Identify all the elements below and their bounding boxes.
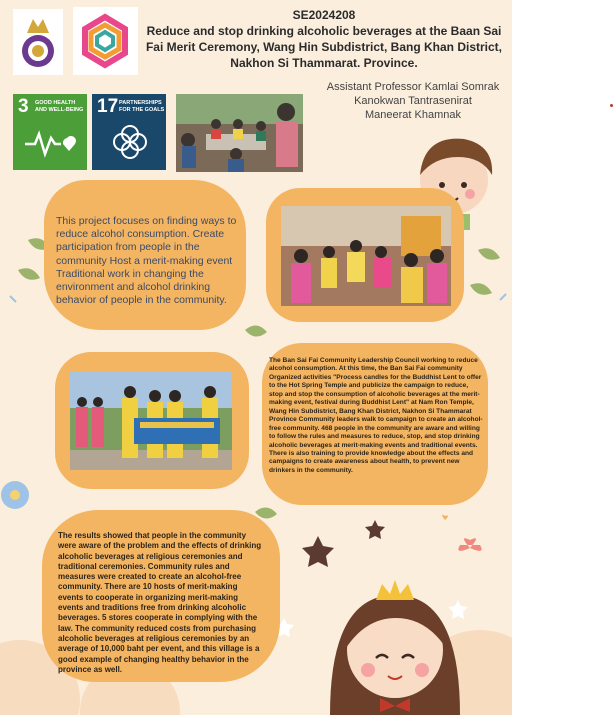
star-icon bbox=[365, 520, 385, 539]
sdg-number: 3 bbox=[18, 96, 29, 117]
sdg-number: 17 bbox=[97, 96, 119, 117]
stray-dot bbox=[610, 104, 613, 107]
rings-icon bbox=[110, 122, 150, 162]
page-title: Reduce and stop drinking alcoholic beverages at the Baan Sai Fai Merit Ceremony, Wang Hin Subdistrict, Bang Khan District, Nakhon Si Thammarat. Province. bbox=[145, 24, 503, 70]
sdg-3-tile bbox=[13, 94, 87, 170]
author-name: Assistant Professor Kamlai Somrak bbox=[326, 81, 500, 93]
sparkle-line bbox=[10, 296, 16, 302]
photo-community-meeting bbox=[176, 94, 303, 172]
authors bbox=[316, 80, 510, 122]
sdg-label: PARTNERSHIPS FOR THE GOALS bbox=[119, 100, 165, 113]
program-logo bbox=[73, 7, 138, 75]
photo-campaign-walk bbox=[70, 372, 232, 470]
author-name: Kanokwan Tantrasenirat bbox=[354, 95, 472, 107]
header bbox=[140, 8, 508, 71]
sdg-label: GOOD HEALTH AND WELL-BEING bbox=[35, 100, 84, 113]
girl-character-illustration bbox=[320, 570, 470, 715]
results-text: The results showed that people in the community were aware of the problem and the effects of drinking alcoholic beverages at religious ceremonies and traditional ceremonies. Community rules and measures were created to create an alcohol-free community. There are 10 hosts of merit-making events to cooperate in organizing merit-making events and traditions free from drinking alcoholic beverages. 5 stores cooperate in complying with the law. The community reduced costs from purchasing alcoholic beverages at religious ceremonies by an average of 10,000 baht per event, and this village is a good example of changing healthy behavior in the province as well. bbox=[58, 531, 262, 674]
star-icon bbox=[302, 536, 334, 567]
project-code: SE2024208 bbox=[292, 8, 356, 22]
photo-candle-ceremony bbox=[281, 206, 451, 306]
leaf-icon bbox=[470, 283, 492, 295]
crown-emblem bbox=[27, 19, 49, 33]
crown-icon bbox=[376, 580, 414, 600]
butterfly-icon bbox=[458, 538, 481, 551]
heartbeat-icon bbox=[23, 126, 79, 160]
campaign-banner bbox=[134, 418, 220, 444]
sparkle-line bbox=[500, 294, 506, 300]
sdg-17-tile bbox=[92, 94, 166, 170]
flower-icon bbox=[10, 490, 20, 500]
intro-text: This project focuses on finding ways to reduce alcohol consumption. Create participation from people in the community Host a merit-making event Traditional work in changing the environment and alcohol drinking behavior of people in the community. bbox=[56, 215, 237, 307]
butterfly-icon bbox=[442, 515, 448, 520]
leaf-icon bbox=[18, 268, 40, 280]
author-name: Maneerat Khamnak bbox=[365, 109, 461, 121]
activity-text: The Ban Sai Fai Community Leadership Council working to reduce alcohol consumption. At this time, the Ban Sai Fai community Organized activities "Process candles for the Buddhist Lent to offer to the Hot Spring Temple and publicize the campaign to reduce, stop and stop the consumption of alcoholic beverages at the merit-making event, festival during Buddhist Lent" at Nam Ron Temple, Wang Hin Subdistrict, Bang Khan District, Nakhon Si Thammarat Province Community leaders walk to campaign to create an alcohol-free community. 468 people in the community are aware and willing to follow the rules and measures to reduce, stop, and stop drinking alcoholic beverages at merit-making events and traditional events. There is also training to provide knowledge about the effects and campaigns to create awareness about health, to prevent new drinkers in the community. bbox=[269, 357, 483, 474]
leaf-icon bbox=[245, 325, 267, 336]
leaf-icon bbox=[478, 248, 500, 260]
university-logo bbox=[13, 9, 63, 75]
